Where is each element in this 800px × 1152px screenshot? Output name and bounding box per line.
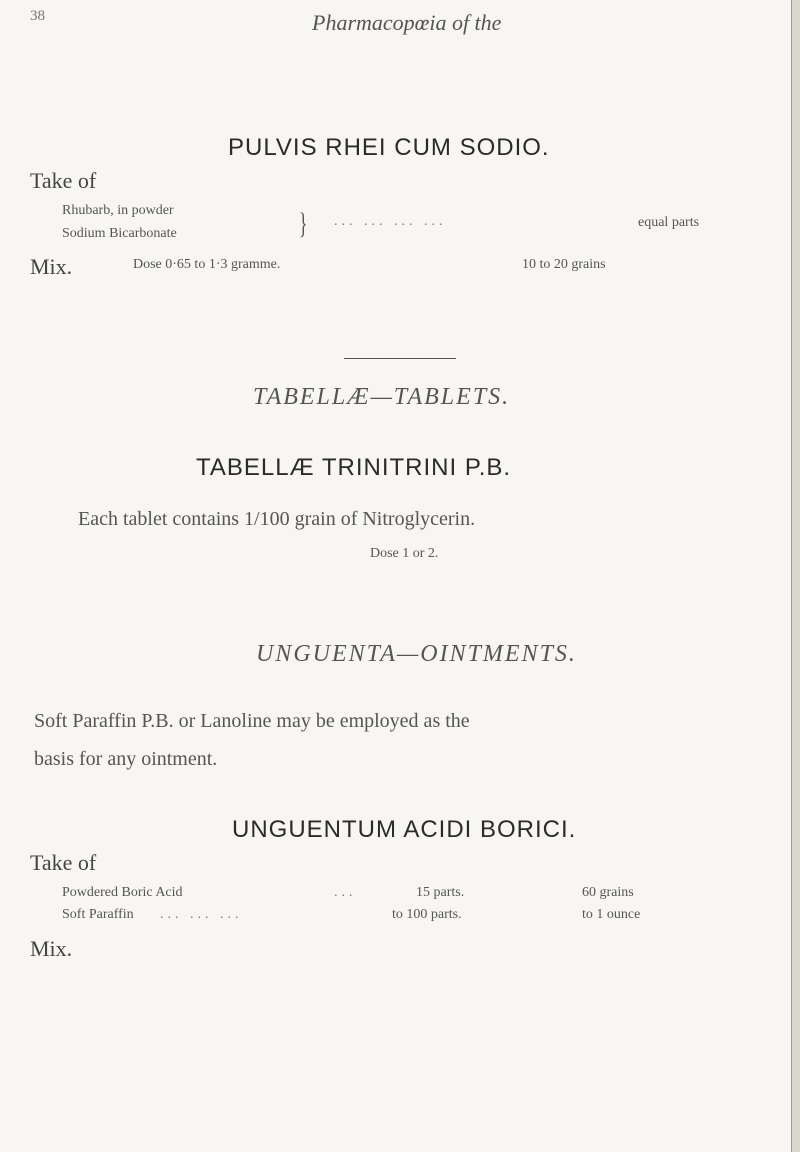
tabellae-dose: Dose 1 or 2. <box>370 546 439 561</box>
pulvis-dose-grains: 10 to 20 grains <box>522 257 606 272</box>
tabellae-section-title: TABELLÆ—TABLETS. <box>253 384 511 410</box>
tabellae-title: TABELLÆ TRINITRINI P.B. <box>196 454 512 481</box>
unguentum-take-of: Take of <box>30 850 97 875</box>
unguentum-imperial-2: to 1 ounce <box>582 907 641 922</box>
unguenta-section-title: UNGUENTA—OINTMENTS. <box>256 641 577 667</box>
pulvis-amount: equal parts <box>638 215 700 230</box>
unguenta-note-line-1: Soft Paraffin P.B. or Lanoline may be employed as the <box>34 710 470 732</box>
unguentum-leader-dots-1: ... <box>334 885 357 900</box>
unguentum-leader-dots-2: ... ... ... <box>160 907 243 922</box>
pulvis-ingredient-1: Rhubarb, in powder <box>62 203 174 218</box>
unguentum-ingredient-1: Powdered Boric Acid <box>62 885 183 900</box>
pulvis-leader-dots: ... ... ... ... <box>334 214 447 229</box>
pulvis-ingredient-2: Sodium Bicarbonate <box>62 226 177 241</box>
pulvis-brace: } <box>298 207 308 240</box>
unguentum-ingredient-2: Soft Paraffin <box>62 907 134 922</box>
unguentum-imperial-1: 60 grains <box>582 885 634 900</box>
unguenta-note-line-2: basis for any ointment. <box>34 748 218 770</box>
page-number: 38 <box>30 8 45 24</box>
pulvis-take-of: Take of <box>30 168 97 193</box>
pulvis-mix: Mix. <box>30 254 73 279</box>
unguentum-title: UNGUENTUM ACIDI BORICI. <box>232 816 577 843</box>
unguentum-metric-1: 15 parts. <box>416 885 465 900</box>
tabellae-description: Each tablet contains 1/100 grain of Nitroglycerin. <box>78 508 476 530</box>
running-head: Pharmacopœia of the <box>312 10 502 35</box>
unguentum-metric-2: to 100 parts. <box>392 907 462 922</box>
unguentum-mix: Mix. <box>30 936 73 961</box>
pulvis-dose-metric: Dose 0·65 to 1·3 gramme. <box>133 257 281 272</box>
section-divider <box>344 358 456 359</box>
page-edge <box>791 0 800 1152</box>
pulvis-title: PULVIS RHEI CUM SODIO. <box>228 134 550 161</box>
